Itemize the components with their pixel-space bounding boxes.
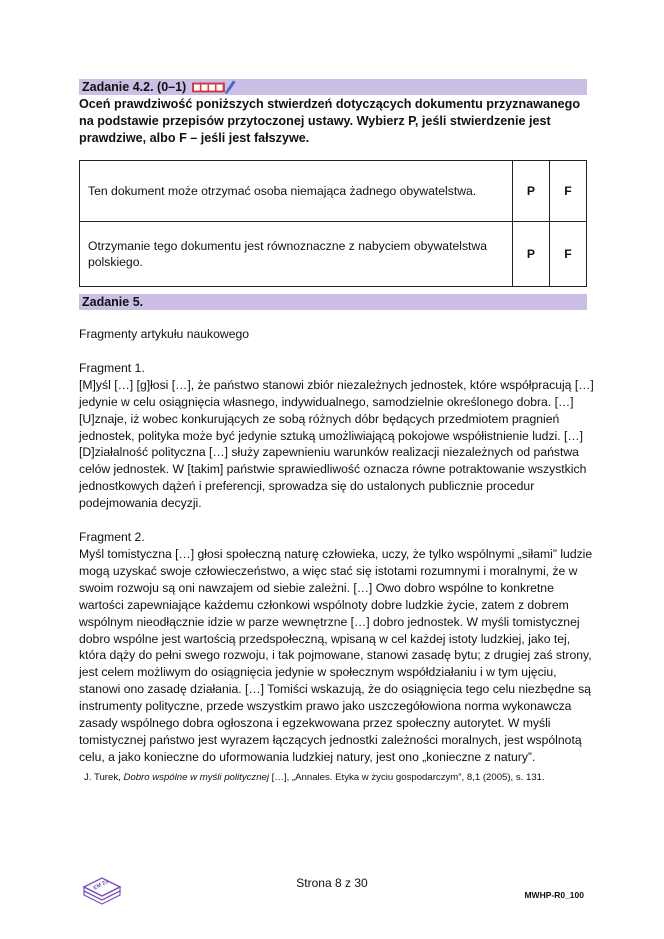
page-number: Strona 8 z 30: [296, 876, 368, 890]
task-4-2-title: Zadanie 4.2. (0–1): [82, 80, 187, 94]
task-5-header-bar: [79, 294, 587, 310]
task-5-content: [79, 326, 594, 766]
option-p-1[interactable]: P: [513, 161, 550, 222]
source-intro: Fragmenty artykułu naukowego: [79, 327, 250, 341]
exam-code: MWHP-R0_100: [524, 890, 584, 900]
statement-2: Otrzymanie tego dokumentu jest równoznaczne z nabyciem obywatelstwa polskiego.: [80, 222, 513, 287]
option-f-1[interactable]: F: [550, 161, 587, 222]
fragment-1-text: [M]yśl […] [g]łosi […], że państwo stanowi zbiór niezależnych jednostek, które współpracują […] jedynie w celu osiągnięcia własnego, indywidualnego, samodzielnie określonego dobra. […] [U]znaje, iż wobec konkurujących ze sobą różnych dóbr będących przedmiotem pragnień jednostek, polityka może być jedynie sztuką umożliwiającą pokojowe współistnienie ludzi. […] [D]ziałalność polityczna […] służy zapewnieniu warunków realizacji niezależnych od państwa celów jednostek. W [takim] państwie sprawiedliwość oznacza równe potraktowanie wszystkich jednostkowych dążeń i preferencji, sprowadza się do ustalonych publicznie procedur podejmowania decyzji.: [79, 377, 594, 511]
fragment-2-text: Myśl tomistyczna […] głosi społeczną naturę człowieka, uczy, że tylko wspólnymi „siłami” ludzie mogą uzyskać swoje człowieczeństwo, a więc stać się istotami rozumnymi i moralnymi, że w swoim rozwoju są oni nawzajem od siebie zależni. […] Owo dobro wspólne to konkretne wartości zapewniające każdemu członkowi wspólnoty dobre ludzkie życie, zatem z dobrem wspólnym nieodłącznie idzie w parze wewnętrzne […] dobro jednostek. W myśli tomistycznej dobro wspólne jest wartością przedspołeczną, wpisaną w cel każdej istoty ludzkiej, jako tej, która dąży do pełni swego rozwoju, i tak pojmowane, stanowi zasadę bytu; z drugiej zaś strony, jest celem możliwym do osiągnięcia jedynie w społecznym współdziałaniu i w tym ujęciu, stanowi ono zasadę działania. […] Tomiści wskazują, że do osiągnięcia tego celu niezbędne są instrumenty polityczne, przede wszystkim prawo jako uszczegółowiona norma wykonawcza zasady wspólnego dobra ogłoszona i egzekwowana przez społeczny autorytet. W myśli tomistycznej państwo jest wyrazem łączących jednostki zależności moralnych, jest wspólnotą celu, a jako konieczne do uformowania ludzkiej natury, jest ono „konieczne z natury”.: [79, 546, 593, 764]
fragment-1-title: Fragment 1.: [79, 360, 145, 375]
citation: [84, 771, 594, 784]
logo-text: EM 23: [92, 878, 110, 892]
table-row: [80, 161, 587, 222]
score-boxes-pencil-icon: [192, 80, 236, 94]
statement-1: Ten dokument może otrzymać osoba niemająca żadnego obywatelstwa.: [80, 161, 513, 222]
fragment-2-title: Fragment 2.: [79, 530, 145, 545]
citation-rest: […], „Annales. Etyka w życiu gospodarczym”, 8,1 (2005), s. 131.: [269, 772, 545, 783]
option-f-2[interactable]: F: [550, 222, 587, 287]
task-5-title: Zadanie 5.: [82, 295, 144, 309]
citation-author: J. Turek,: [84, 772, 124, 783]
option-p-2[interactable]: P: [513, 222, 550, 287]
true-false-table: [79, 160, 587, 287]
table-row: [80, 222, 587, 287]
task-4-2-instruction: Oceń prawdziwość poniższych stwierdzeń dotyczących dokumentu przyznawanego na podstawie przepisów przytoczonej ustawy. Wybierz P, jeśli stwierdzenie jest prawdziwe, albo F – jeśli jest fałszywe.: [79, 97, 581, 145]
citation-title: Dobro wspólne w myśli politycznej: [123, 772, 270, 783]
